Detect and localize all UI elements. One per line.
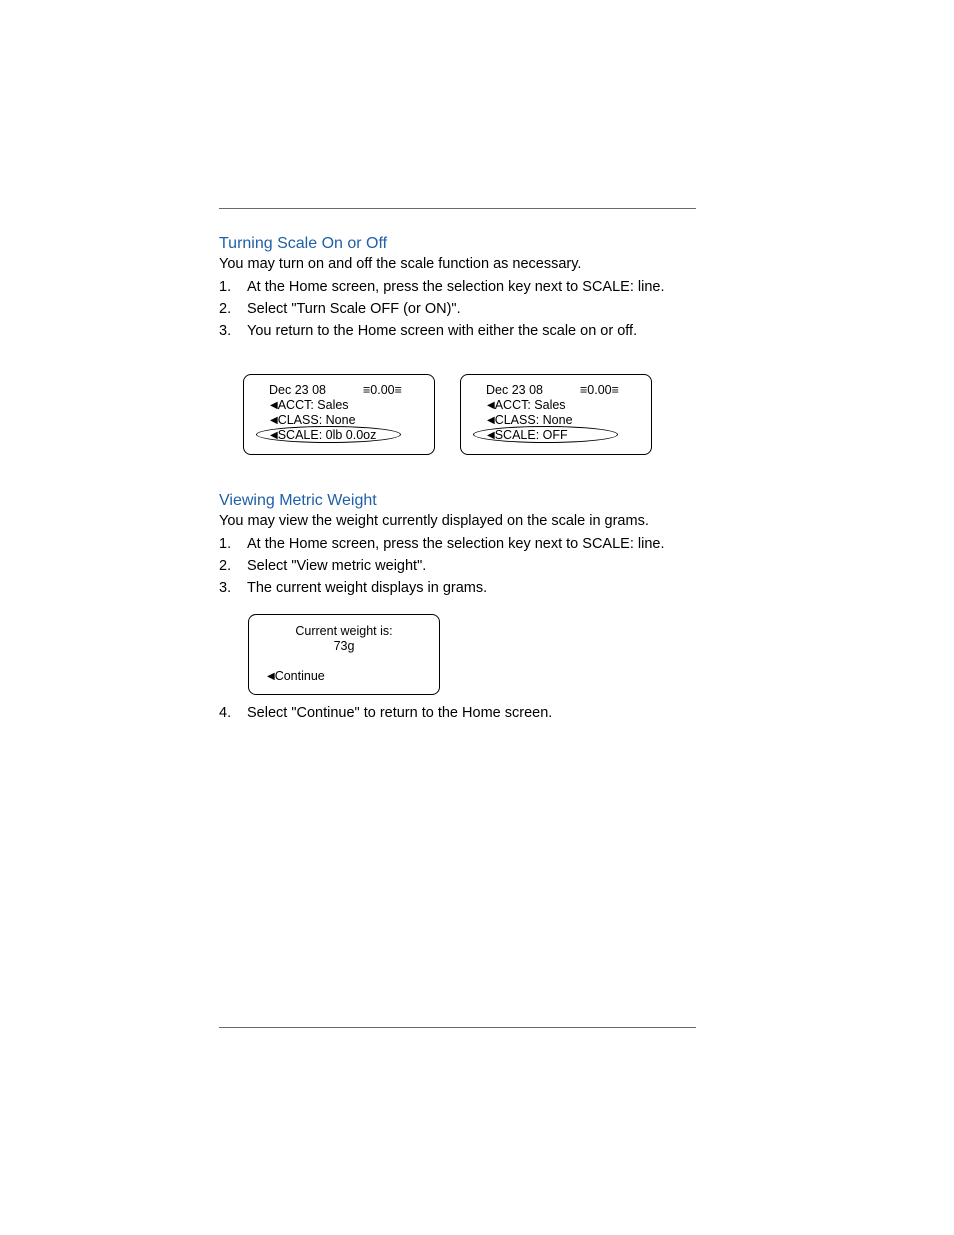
- select-arrow-icon: ◀: [487, 430, 495, 441]
- step-text: You return to the Home screen with either the scale on or off.: [247, 323, 638, 339]
- lcd-screen-scale-off: [460, 374, 652, 455]
- select-arrow-icon: ◀: [270, 400, 278, 411]
- step-number: 1.: [219, 536, 232, 552]
- lcd-screen-scale-on: [243, 374, 435, 455]
- step-number: 2.: [219, 558, 232, 574]
- list-item: [219, 705, 552, 721]
- highlight-oval: [473, 426, 618, 443]
- list-item: [219, 536, 664, 552]
- section-heading-scale-on-off: Turning Scale On or Off: [219, 235, 388, 252]
- step-text: At the Home screen, press the selection key next to SCALE: line.: [247, 279, 665, 295]
- select-arrow-icon: ◀: [267, 671, 275, 682]
- step-number: 2.: [219, 301, 232, 317]
- select-arrow-icon: ◀: [487, 415, 495, 426]
- lcd-scale: SCALE: 0lb 0.0oz: [277, 428, 377, 442]
- lcd-class-line: [487, 413, 573, 427]
- step-text: Select "Turn Scale OFF (or ON)".: [247, 301, 461, 317]
- select-arrow-icon: ◀: [270, 430, 278, 441]
- lcd-amount: ≡0.00≡: [363, 383, 402, 397]
- top-rule: [219, 208, 696, 209]
- lcd-acct: ACCT: Sales: [277, 398, 349, 412]
- step-number: 4.: [219, 705, 232, 721]
- lcd-continue-option: [267, 669, 325, 683]
- select-arrow-icon: ◀: [270, 415, 278, 426]
- lcd-class: CLASS: None: [277, 413, 356, 427]
- step-text: At the Home screen, press the selection key next to SCALE: line.: [247, 536, 665, 552]
- step-number: 3.: [219, 580, 232, 596]
- highlight-oval: [256, 426, 401, 443]
- lcd-date: Dec 23 08: [269, 383, 326, 397]
- lcd-amount: ≡0.00≡: [580, 383, 619, 397]
- lcd-screen-metric-weight: [248, 614, 440, 695]
- step-text: Select "Continue" to return to the Home screen.: [247, 705, 553, 721]
- section-intro: You may turn on and off the scale function as necessary.: [219, 256, 582, 272]
- lcd-weight-label: Current weight is:: [295, 624, 393, 638]
- step-number: 3.: [219, 323, 232, 339]
- lcd-weight-value: 73g: [333, 639, 355, 653]
- lcd-scale: SCALE: OFF: [494, 428, 568, 442]
- section-intro: You may view the weight currently displayed on the scale in grams.: [219, 513, 649, 529]
- lcd-class: CLASS: None: [494, 413, 573, 427]
- lcd-continue-label: Continue: [274, 669, 325, 683]
- list-item: [219, 323, 637, 339]
- lcd-acct-line: [487, 398, 566, 412]
- section-heading-metric-weight: Viewing Metric Weight: [219, 492, 377, 509]
- lcd-date: Dec 23 08: [486, 383, 543, 397]
- bottom-rule: [219, 1027, 696, 1028]
- lcd-class-line: [270, 413, 356, 427]
- list-item: [219, 558, 426, 574]
- select-arrow-icon: ◀: [487, 400, 495, 411]
- list-item: [219, 279, 664, 295]
- step-text: Select "View metric weight".: [247, 558, 427, 574]
- step-number: 1.: [219, 279, 232, 295]
- list-item: [219, 580, 487, 596]
- step-text: The current weight displays in grams.: [247, 580, 488, 596]
- lcd-acct: ACCT: Sales: [494, 398, 566, 412]
- lcd-acct-line: [270, 398, 349, 412]
- list-item: [219, 301, 461, 317]
